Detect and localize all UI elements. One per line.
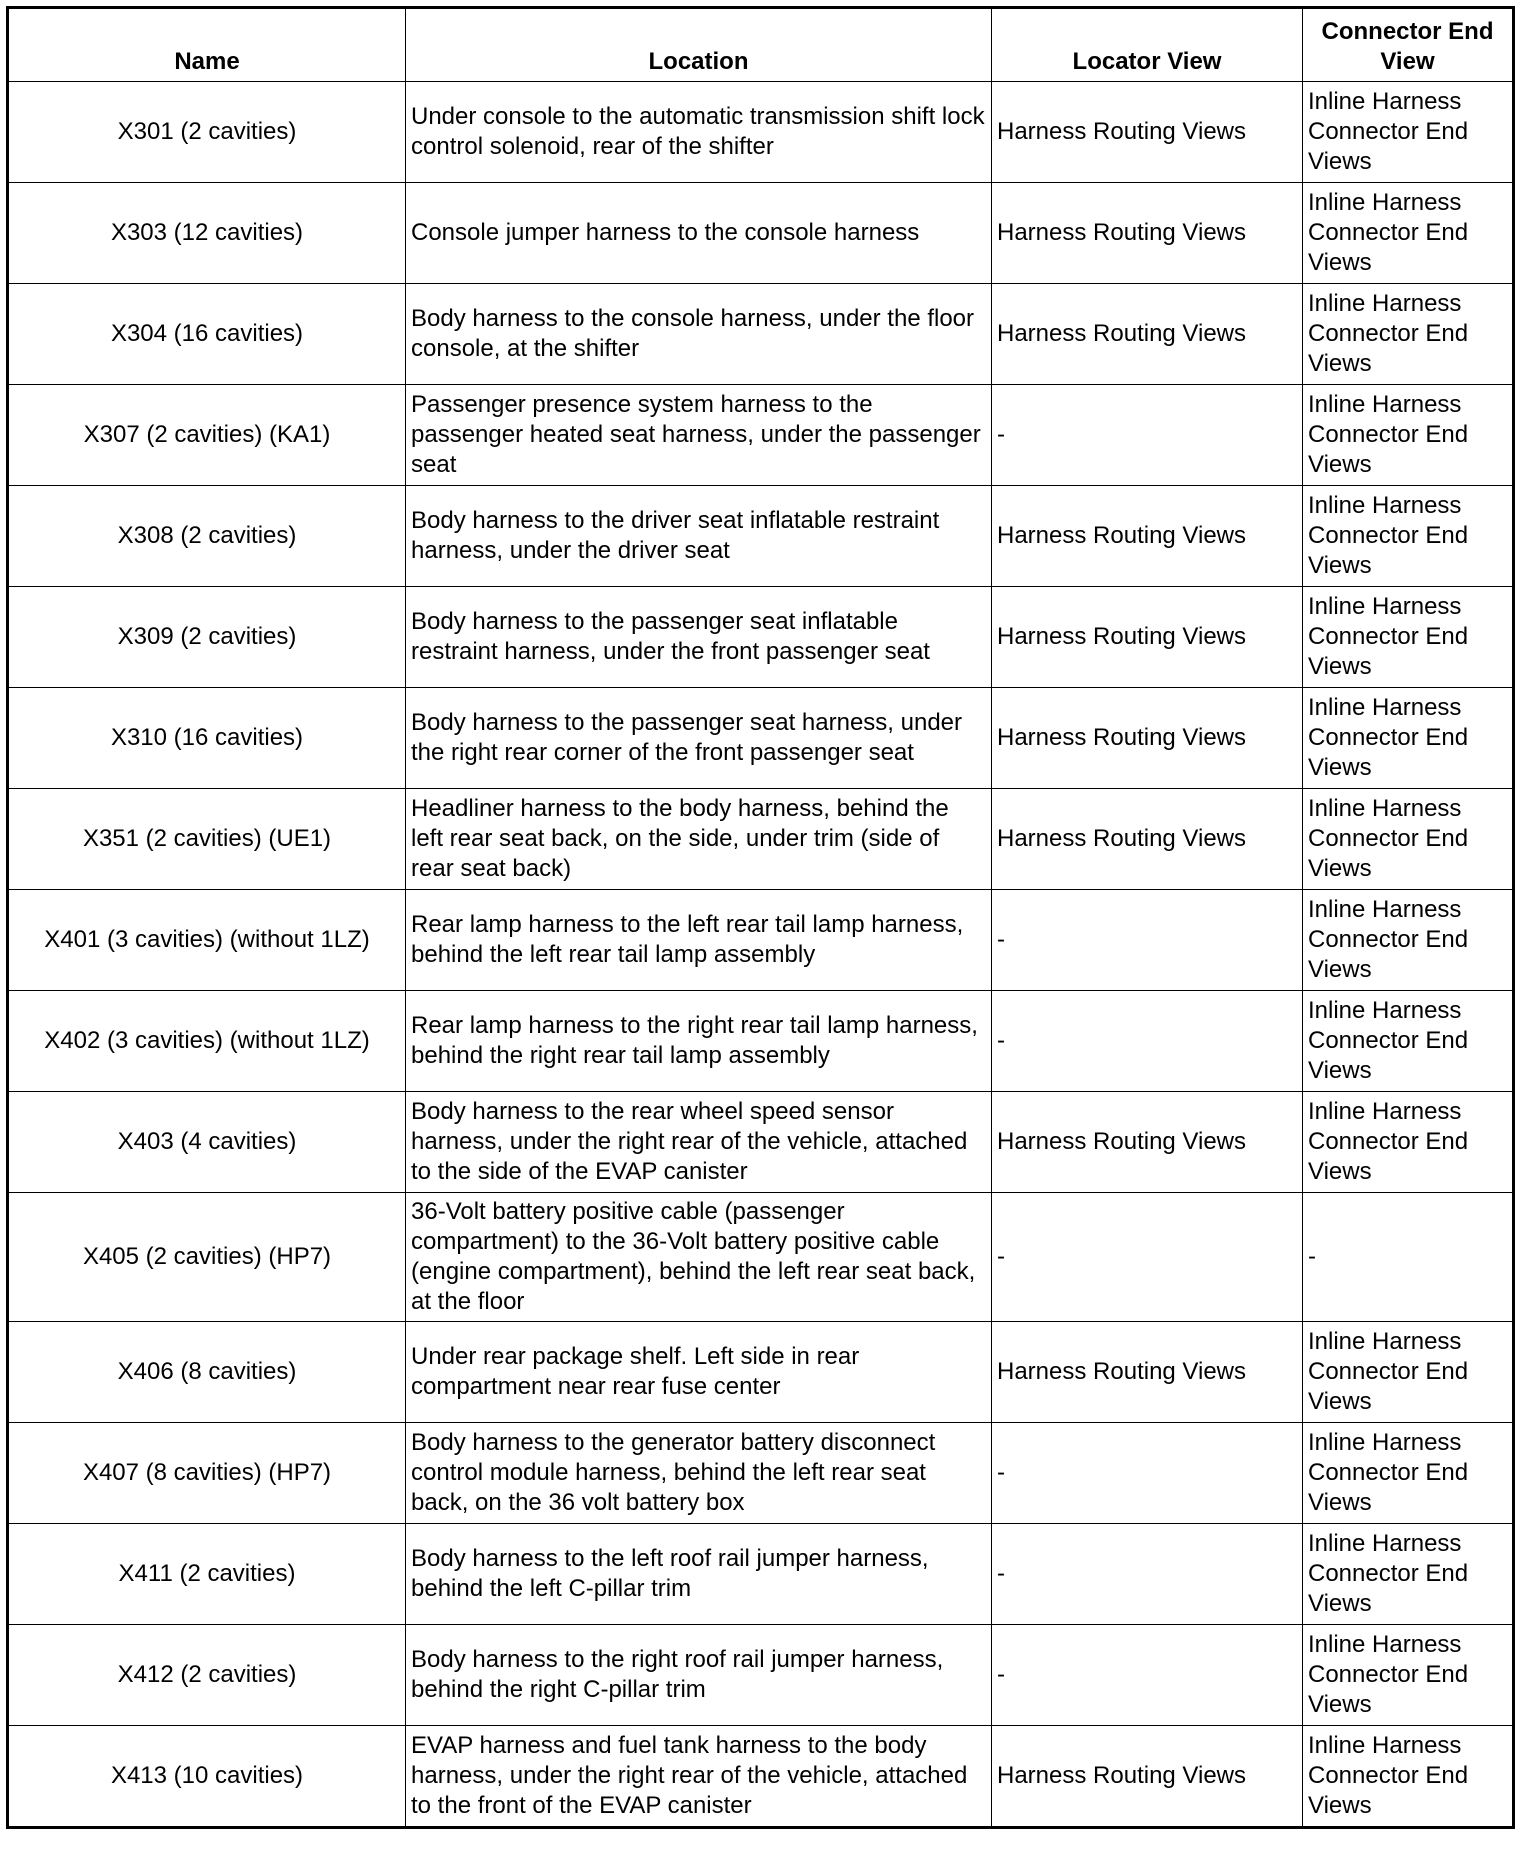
locator-view-value: - <box>992 1524 1303 1625</box>
connector-location: Body harness to the driver seat inflatable restraint harness, under the driver seat <box>406 486 992 587</box>
connector-location: 36-Volt battery positive cable (passenger compartment) to the 36-Volt battery positive cable (engine compartment), behind the left rear seat back, at the floor <box>406 1193 992 1322</box>
table-row <box>8 688 1514 789</box>
connector-end-view-link[interactable]: Inline Harness Connector End Views <box>1303 284 1514 385</box>
table-row <box>8 284 1514 385</box>
connector-end-view-link[interactable]: Inline Harness Connector End Views <box>1303 890 1514 991</box>
table-row <box>8 385 1514 486</box>
connector-name: X405 (2 cavities) (HP7) <box>8 1193 406 1322</box>
locator-view-link[interactable]: Harness Routing Views <box>992 587 1303 688</box>
connector-end-view-link[interactable]: Inline Harness Connector End Views <box>1303 1726 1514 1828</box>
locator-view-value: - <box>992 385 1303 486</box>
connector-name: X402 (3 cavities) (without 1LZ) <box>8 991 406 1092</box>
connector-location: EVAP harness and fuel tank harness to the body harness, under the right rear of the vehicle, attached to the front of the EVAP canister <box>406 1726 992 1828</box>
connector-end-view-link[interactable]: Inline Harness Connector End Views <box>1303 82 1514 183</box>
locator-view-link[interactable]: Harness Routing Views <box>992 1092 1303 1193</box>
locator-view-link[interactable]: Harness Routing Views <box>992 1322 1303 1423</box>
table-row <box>8 183 1514 284</box>
header-connector-end-view: Connector End View <box>1303 8 1514 82</box>
connector-location: Console jumper harness to the console harness <box>406 183 992 284</box>
connector-name: X307 (2 cavities) (KA1) <box>8 385 406 486</box>
connector-location: Body harness to the passenger seat inflatable restraint harness, under the front passenger seat <box>406 587 992 688</box>
connector-end-view-link[interactable]: Inline Harness Connector End Views <box>1303 1423 1514 1524</box>
locator-view-value: - <box>992 890 1303 991</box>
table-row <box>8 890 1514 991</box>
connector-location: Body harness to the left roof rail jumper harness, behind the left C-pillar trim <box>406 1524 992 1625</box>
table-row <box>8 1322 1514 1423</box>
locator-view-value: - <box>992 1625 1303 1726</box>
connector-location: Body harness to the right roof rail jumper harness, behind the right C-pillar trim <box>406 1625 992 1726</box>
table-row <box>8 1726 1514 1828</box>
connector-table-sheet <box>6 6 1515 1829</box>
locator-view-link[interactable]: Harness Routing Views <box>992 486 1303 587</box>
table-row <box>8 486 1514 587</box>
locator-view-link[interactable]: Harness Routing Views <box>992 82 1303 183</box>
connector-name: X308 (2 cavities) <box>8 486 406 587</box>
connector-end-view-link[interactable]: Inline Harness Connector End Views <box>1303 587 1514 688</box>
connector-location: Body harness to the passenger seat harness, under the right rear corner of the front passenger seat <box>406 688 992 789</box>
connector-end-view-link[interactable]: Inline Harness Connector End Views <box>1303 991 1514 1092</box>
connector-end-view-link[interactable]: Inline Harness Connector End Views <box>1303 688 1514 789</box>
connector-name: X412 (2 cavities) <box>8 1625 406 1726</box>
connector-name: X413 (10 cavities) <box>8 1726 406 1828</box>
connector-end-view-link[interactable]: Inline Harness Connector End Views <box>1303 1625 1514 1726</box>
locator-view-value: - <box>992 1193 1303 1322</box>
connector-name: X411 (2 cavities) <box>8 1524 406 1625</box>
table-row <box>8 1625 1514 1726</box>
connector-name: X406 (8 cavities) <box>8 1322 406 1423</box>
locator-view-link[interactable]: Harness Routing Views <box>992 789 1303 890</box>
table-header-row <box>8 8 1514 82</box>
connector-location: Rear lamp harness to the left rear tail lamp harness, behind the left rear tail lamp assembly <box>406 890 992 991</box>
connector-end-view-link[interactable]: Inline Harness Connector End Views <box>1303 1322 1514 1423</box>
connector-end-view-link[interactable]: Inline Harness Connector End Views <box>1303 385 1514 486</box>
connector-end-view-link[interactable]: Inline Harness Connector End Views <box>1303 486 1514 587</box>
connector-location: Rear lamp harness to the right rear tail lamp harness, behind the right rear tail lamp assembly <box>406 991 992 1092</box>
connector-location: Passenger presence system harness to the passenger heated seat harness, under the passenger seat <box>406 385 992 486</box>
connector-end-view-link[interactable]: Inline Harness Connector End Views <box>1303 1092 1514 1193</box>
connector-end-view-link[interactable]: Inline Harness Connector End Views <box>1303 183 1514 284</box>
table-row <box>8 587 1514 688</box>
connector-name: X304 (16 cavities) <box>8 284 406 385</box>
connector-name: X407 (8 cavities) (HP7) <box>8 1423 406 1524</box>
connector-end-view-link[interactable]: Inline Harness Connector End Views <box>1303 1524 1514 1625</box>
connector-location: Headliner harness to the body harness, behind the left rear seat back, on the side, under trim (side of rear seat back) <box>406 789 992 890</box>
table-row <box>8 1423 1514 1524</box>
connector-end-view-value: - <box>1303 1193 1514 1322</box>
table-row <box>8 991 1514 1092</box>
connector-location: Body harness to the console harness, under the floor console, at the shifter <box>406 284 992 385</box>
table-row <box>8 1524 1514 1625</box>
locator-view-value: - <box>992 1423 1303 1524</box>
locator-view-value: - <box>992 991 1303 1092</box>
inline-connector-table <box>6 6 1515 1829</box>
connector-location: Body harness to the rear wheel speed sensor harness, under the right rear of the vehicle, attached to the side of the EVAP canister <box>406 1092 992 1193</box>
connector-name: X401 (3 cavities) (without 1LZ) <box>8 890 406 991</box>
connector-location: Under console to the automatic transmission shift lock control solenoid, rear of the shifter <box>406 82 992 183</box>
connector-name: X303 (12 cavities) <box>8 183 406 284</box>
header-name: Name <box>8 8 406 82</box>
connector-name: X309 (2 cavities) <box>8 587 406 688</box>
connector-end-view-link[interactable]: Inline Harness Connector End Views <box>1303 789 1514 890</box>
connector-location: Under rear package shelf. Left side in rear compartment near rear fuse center <box>406 1322 992 1423</box>
header-locator-view: Locator View <box>992 8 1303 82</box>
table-row <box>8 1193 1514 1322</box>
locator-view-link[interactable]: Harness Routing Views <box>992 183 1303 284</box>
locator-view-link[interactable]: Harness Routing Views <box>992 284 1303 385</box>
locator-view-link[interactable]: Harness Routing Views <box>992 688 1303 789</box>
connector-name: X403 (4 cavities) <box>8 1092 406 1193</box>
connector-location: Body harness to the generator battery disconnect control module harness, behind the left rear seat back, on the 36 volt battery box <box>406 1423 992 1524</box>
connector-name: X351 (2 cavities) (UE1) <box>8 789 406 890</box>
table-row <box>8 1092 1514 1193</box>
table-row <box>8 789 1514 890</box>
header-location: Location <box>406 8 992 82</box>
locator-view-link[interactable]: Harness Routing Views <box>992 1726 1303 1828</box>
connector-name: X301 (2 cavities) <box>8 82 406 183</box>
connector-name: X310 (16 cavities) <box>8 688 406 789</box>
table-row <box>8 82 1514 183</box>
